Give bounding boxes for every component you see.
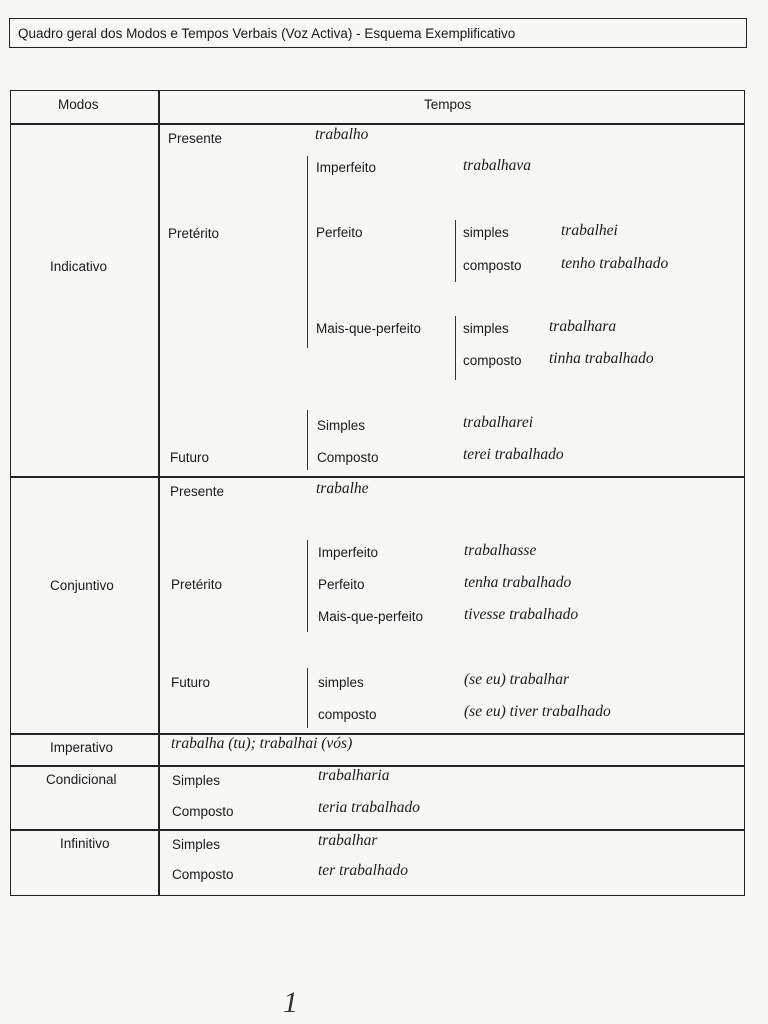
indicativo-imperfeito-label: Imperfeito	[316, 160, 377, 175]
bracket-indicativo-preterito	[307, 156, 308, 348]
conjuntivo-imperfeito-label: Imperfeito	[318, 545, 379, 560]
bracket-indicativo-futuro	[307, 410, 308, 470]
mode-infinitivo: Infinitivo	[60, 836, 110, 851]
page-number: 1	[283, 986, 298, 1019]
indicativo-mqp-composto-label: composto	[463, 353, 522, 368]
conjuntivo-preterito-label: Pretérito	[171, 577, 223, 592]
header-modos: Modos	[58, 97, 99, 112]
indicativo-presente-form: trabalho	[315, 126, 369, 143]
indicativo-perfeito-composto-label: composto	[463, 258, 522, 273]
infinitivo-simples-form: trabalhar	[318, 832, 378, 849]
document-title: Quadro geral dos Modos e Tempos Verbais (Voz Activa) - Esquema Exemplificativo	[18, 26, 516, 41]
indicativo-mqp-simples-label: simples	[463, 321, 509, 336]
conjuntivo-perfeito-form: tenha trabalhado	[464, 574, 572, 591]
indicativo-futuro-composto-label: Composto	[317, 450, 379, 465]
conjuntivo-futuro-composto-form: (se eu) tiver trabalhado	[464, 703, 611, 720]
indicativo-perfeito-composto-form: tenho trabalhado	[561, 255, 669, 272]
condicional-composto-label: Composto	[172, 804, 234, 819]
conjuntivo-futuro-simples-label: simples	[318, 675, 364, 690]
bracket-indicativo-mais-que-perfeito	[455, 316, 456, 380]
condicional-composto-form: teria trabalhado	[318, 799, 421, 816]
infinitivo-composto-form: ter trabalhado	[318, 862, 408, 879]
row-divider-indicativo	[10, 476, 745, 478]
bracket-conjuntivo-futuro	[307, 668, 308, 728]
condicional-simples-form: trabalharia	[318, 767, 390, 784]
indicativo-mqp-composto-form: tinha trabalhado	[549, 350, 654, 367]
indicativo-preterito-label: Pretérito	[168, 226, 220, 241]
condicional-simples-label: Simples	[172, 773, 221, 788]
conjuntivo-mais-que-perfeito-label: Mais-que-perfeito	[318, 609, 424, 624]
conjuntivo-futuro-label: Futuro	[171, 675, 211, 690]
indicativo-presente-label: Presente	[168, 131, 223, 146]
conjuntivo-mais-que-perfeito-form: tivesse trabalhado	[464, 606, 579, 623]
conjuntivo-presente-form: trabalhe	[316, 480, 369, 497]
conjuntivo-presente-label: Presente	[170, 484, 225, 499]
mode-condicional: Condicional	[46, 772, 117, 787]
indicativo-futuro-composto-form: terei trabalhado	[463, 446, 564, 463]
indicativo-perfeito-simples-label: simples	[463, 225, 509, 240]
indicativo-futuro-label: Futuro	[170, 450, 210, 465]
row-divider-conjuntivo	[10, 733, 745, 735]
imperativo-form: trabalha (tu); trabalhai (vós)	[171, 735, 353, 752]
title-box	[9, 18, 747, 48]
header-tempos: Tempos	[424, 97, 472, 112]
indicativo-mais-que-perfeito-label: Mais-que-perfeito	[316, 321, 422, 336]
mode-imperativo: Imperativo	[50, 740, 114, 755]
indicativo-futuro-simples-label: Simples	[317, 418, 366, 433]
indicativo-futuro-simples-form: trabalharei	[463, 414, 534, 431]
header-divider	[10, 123, 745, 125]
column-divider	[158, 90, 160, 896]
conjuntivo-futuro-composto-label: composto	[318, 707, 377, 722]
bracket-indicativo-perfeito	[455, 220, 456, 282]
conjuntivo-imperfeito-form: trabalhasse	[464, 542, 537, 559]
mode-conjuntivo: Conjuntivo	[50, 578, 114, 593]
bracket-conjuntivo-preterito	[307, 540, 308, 632]
conjuntivo-futuro-simples-form: (se eu) trabalhar	[464, 671, 570, 688]
conjuntivo-perfeito-label: Perfeito	[318, 577, 365, 592]
indicativo-perfeito-simples-form: trabalhei	[561, 222, 618, 239]
indicativo-imperfeito-form: trabalhava	[463, 157, 532, 174]
indicativo-mqp-simples-form: trabalhara	[549, 318, 617, 335]
row-divider-condicional	[10, 829, 745, 831]
indicativo-perfeito-label: Perfeito	[316, 225, 363, 240]
infinitivo-composto-label: Composto	[172, 867, 234, 882]
infinitivo-simples-label: Simples	[172, 837, 221, 852]
mode-indicativo: Indicativo	[50, 259, 108, 274]
